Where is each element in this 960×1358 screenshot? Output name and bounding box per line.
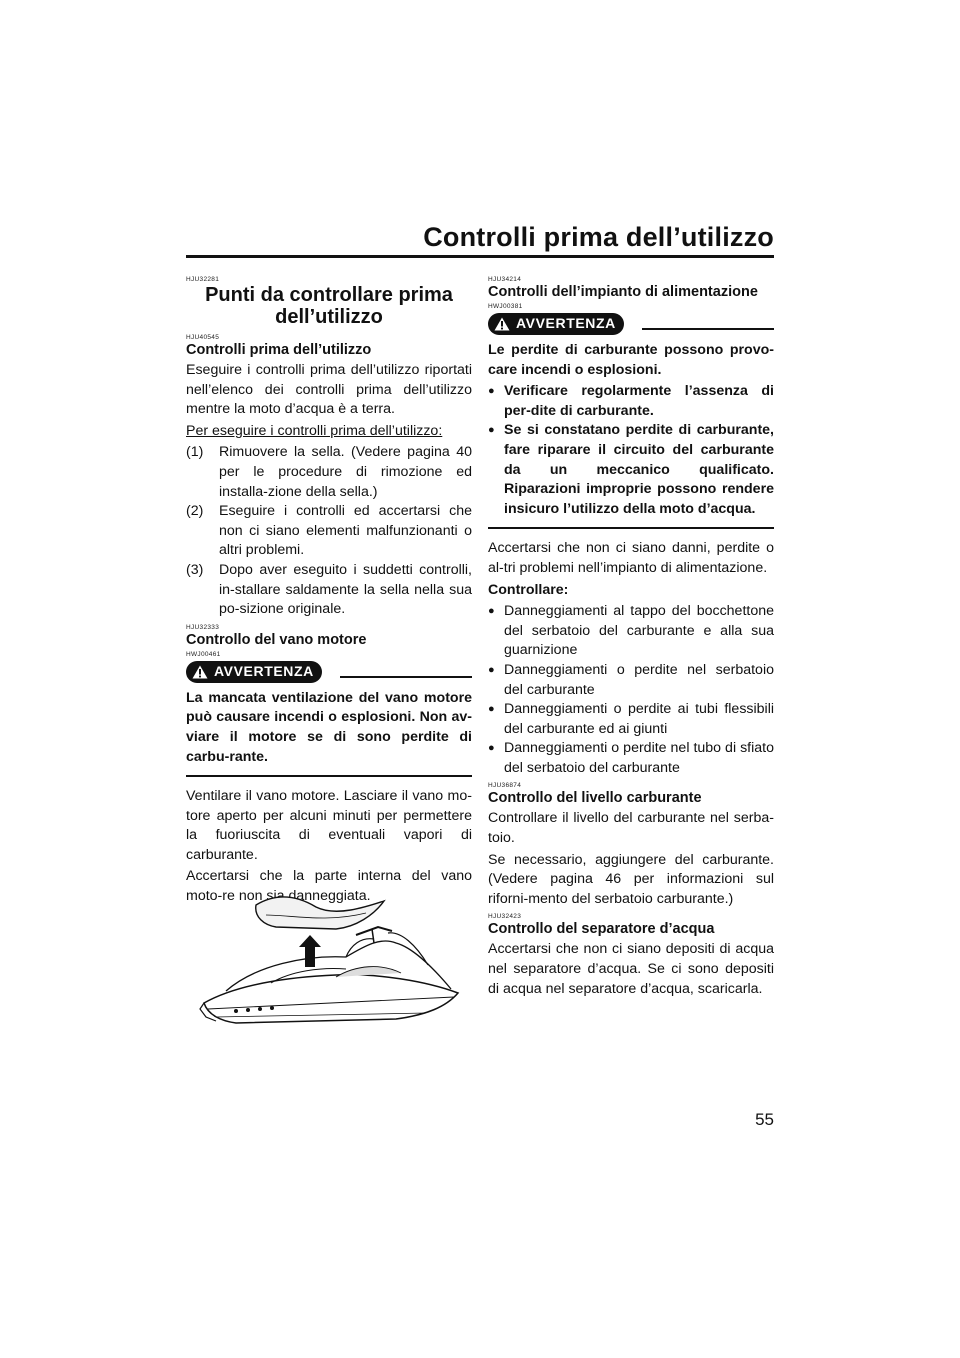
warning-code: HWJ00381 [488,303,523,310]
subsection-heading: Controlli prima dell’utilizzo [186,342,372,358]
warning-header [488,313,774,335]
warning-text: La mancata ventilazione del vano motore può causare incendi o esplosioni. Non av-viare il motore se di sono perdite di carbu-rante. [186,689,472,765]
warning-header [186,661,472,683]
warning-badge: AVVERTENZA [488,313,624,335]
section-code: HJU34214 [488,276,522,283]
page-header-title: Controlli prima dell’utilizzo [423,222,774,252]
warning-triangle-icon [494,317,510,331]
paragraph: Eseguire i controlli prima dell’utilizzo riportati nell’elenco dei controlli prima dell’utilizzo mentre la moto d’acqua è a terra. [186,362,472,418]
paragraph: Accertarsi che non ci siano depositi di acqua nel separatore d’acqua. Se ci sono depositi di acqua nel separatore d’acqua, scaricarla. [488,941,774,997]
list-item: ● Se si constatano perdite di carburante, fare riparare il circuito del carburante da un meccanico qualificato. Riparazioni improprie possono rendere insicuro l’utilizzo della moto d’acqua. [488,421,774,519]
check-list [488,602,774,778]
subsection-heading: Controllo del vano motore [186,631,367,648]
section-code: HJU32333 [186,623,220,631]
list-item: ● Verificare regolarmente l’assenza di per-dite di carburante. [488,382,774,421]
underlined-instruction: Per eseguire i controlli prima dell’utilizzo: [186,422,443,439]
paragraph: Accertarsi che non ci siano danni, perdite o al-tri problemi nell’impianto di alimentazione. [488,540,774,576]
check-label: Controllare: [488,581,569,598]
warning-end-rule [488,527,774,529]
subsection-heading: Controlli dell’impianto di alimentazione [488,284,758,300]
numbered-steps [186,443,472,619]
list-item: ● Danneggiamenti o perdite nel tubo di sfiato del serbatoio del carburante [488,739,774,778]
watercraft-seat-removal-illustration [196,885,466,1045]
page-number: 55 [755,1110,774,1129]
paragraph: Accertarsi che la parte interna del vano moto-re non sia danneggiata. [186,868,472,905]
right-column [488,276,774,1001]
section-code: HJU36874 [488,782,522,790]
section-code: HJU32423 [488,913,522,921]
section-code: HJU32281 [186,276,220,283]
header-rule [186,255,774,258]
section-code: HJU40545 [186,334,220,341]
list-item: (1) Rimuovere la sella. (Vedere pagina 40 per le procedure di rimozione ed installa-zione della sella.) [186,444,472,500]
list-item: ● Danneggiamenti al tappo del bocchettone del serbatoio del carburante e alla sua guarnizione [488,602,774,661]
list-item: ● Danneggiamenti o perdite ai tubi flessibili del carburante ed ai giunti [488,700,774,739]
paragraph: Controllare il livello del carburante nel serba-toio. [488,810,774,847]
section-title: Punti da controllare prima dell’utilizzo [205,284,453,328]
warning-text: Le perdite di carburante possono provo-care incendi o esplosioni. [488,342,774,378]
subsection-heading: Controllo del separatore d’acqua [488,921,715,938]
warning-bullets [488,382,774,519]
paragraph: Se necessario, aggiungere del carburante. (Vedere pagina 46 per informazioni sul riforni-mento del serbatoio carburante.) [488,851,774,907]
warning-triangle-icon [192,665,208,679]
warning-end-rule [186,775,472,777]
warning-code: HWJ00461 [186,650,221,658]
paragraph: Ventilare il vano motore. Lasciare il vano mo-tore aperto per alcuni minuti per permettere la fuoriuscita di eventuali vapori di carburante. [186,788,472,863]
left-column [186,276,472,909]
warning-badge: AVVERTENZA [186,661,322,683]
list-item: (3) Dopo aver eseguito i suddetti controlli, in-stallare saldamente la sella nella sua po-sizione originale. [186,561,472,618]
list-item: ● Danneggiamenti o perdite nel serbatoio del carburante [488,661,774,700]
subsection-heading: Controllo del livello carburante [488,790,702,807]
list-item: (2) Eseguire i controlli ed accertarsi che non ci siano elementi malfunzionanti o altri problemi. [186,503,472,559]
